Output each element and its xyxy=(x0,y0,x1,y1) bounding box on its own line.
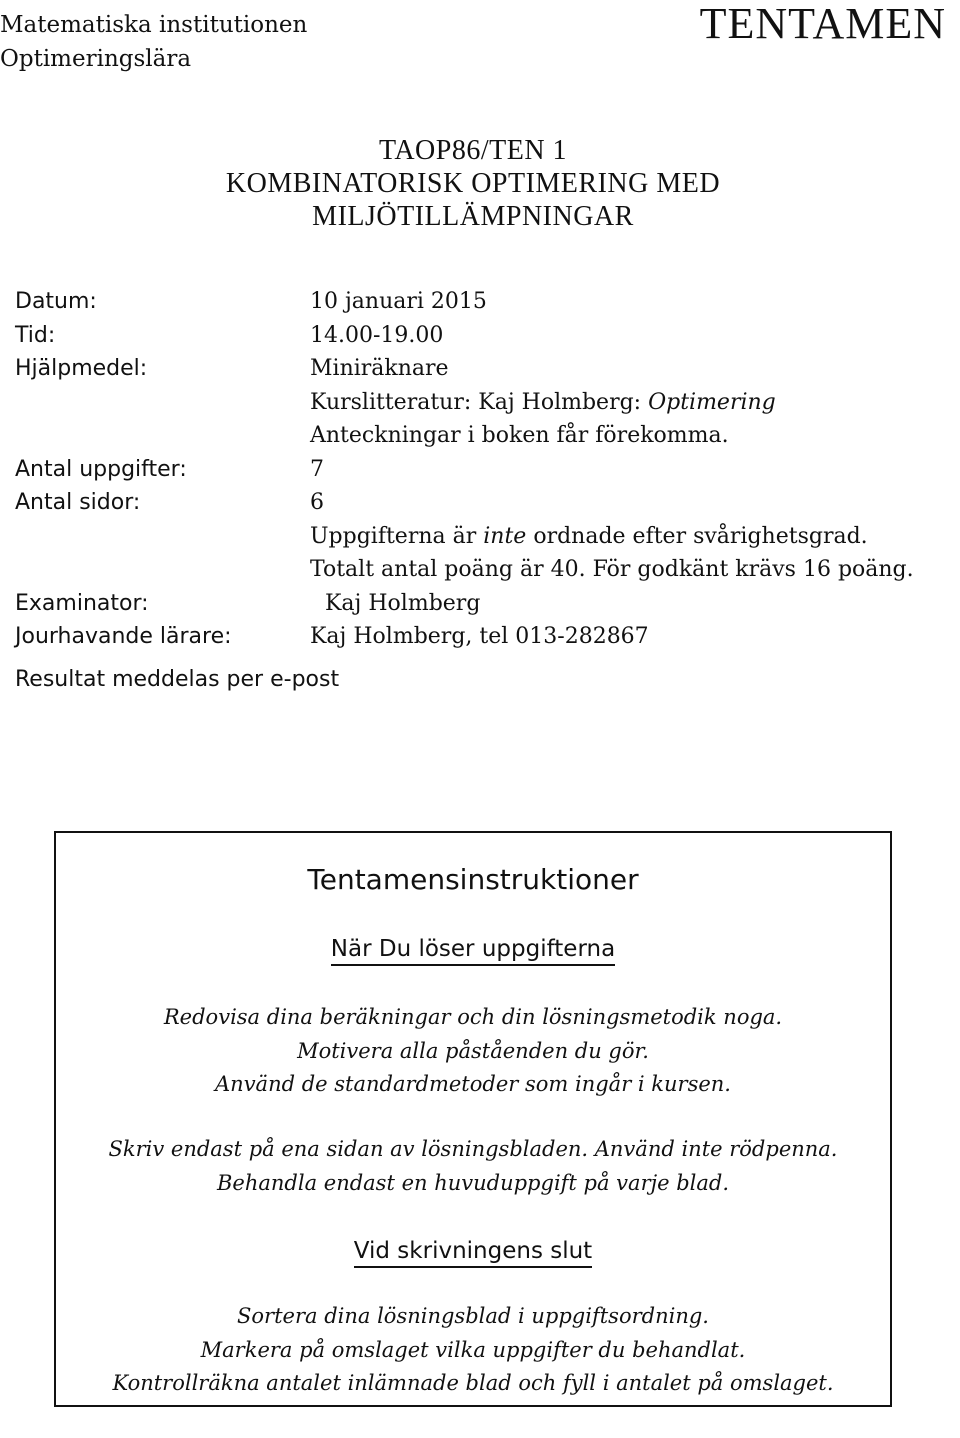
aids-notes: Anteckningar i boken får förekomma. xyxy=(310,423,729,448)
document-type: TENTAMEN xyxy=(699,0,946,48)
instruction-line: Redovisa dina beräkningar och din lösningsmetodik noga. xyxy=(163,1005,783,1029)
solving-heading xyxy=(56,933,890,965)
examiner-label: Examinator: xyxy=(15,590,149,616)
instruction-line: Använd de standardmetoder som ingår i kursen. xyxy=(215,1072,731,1096)
course-heading xyxy=(0,134,946,233)
end-heading xyxy=(56,1235,890,1267)
tasks-value: 7 xyxy=(310,456,324,482)
course-title-line-2: MILJÖTILLÄMPNINGAR xyxy=(312,201,634,232)
tasks-label: Antal uppgifter: xyxy=(15,456,187,482)
aids-notes-row xyxy=(15,419,914,453)
time-row xyxy=(15,319,914,353)
instruction-line: Motivera alla påståenden du gör. xyxy=(297,1038,649,1063)
aids-calculator: Miniräknare xyxy=(310,356,449,381)
instruction-line: Skriv endast på ena sidan av lösningsbladen. Använd inte rödpenna. xyxy=(108,1137,838,1161)
teacher-value: Kaj Holmberg, tel 013-282867 xyxy=(310,624,649,649)
aids-literature-prefix: Kurslitteratur: Kaj Holmberg: xyxy=(310,389,649,415)
subject-name: Optimeringslära xyxy=(0,46,192,72)
ordering-note-emphasis: inte xyxy=(483,523,527,549)
course-title-line-1: KOMBINATORISK OPTIMERING MED xyxy=(225,168,721,199)
aids-literature-title: Optimering xyxy=(648,389,776,415)
tasks-row xyxy=(15,453,914,487)
instruction-line: Markera på omslaget vilka uppgifter du behandlat. xyxy=(200,1337,746,1362)
sheet-instructions xyxy=(56,1133,890,1200)
pages-label: Antal sidor: xyxy=(15,490,141,515)
date-row xyxy=(15,285,914,319)
solving-instructions xyxy=(56,1001,890,1102)
points-note-row xyxy=(15,553,914,587)
ordering-note-suffix: ordnade efter svårighetsgrad. xyxy=(526,523,868,549)
date-label: Datum: xyxy=(15,289,97,314)
points-note: Totalt antal poäng är 40. För godkänt krävs 16 poäng. xyxy=(310,557,914,582)
teacher-row xyxy=(15,620,914,654)
instruction-line: Behandla endast en huvuduppgift på varje blad. xyxy=(216,1170,730,1195)
teacher-label: Jourhavande lärare: xyxy=(15,624,232,649)
solving-heading-text: När Du löser uppgifterna xyxy=(331,936,615,966)
aids-row xyxy=(15,352,914,386)
time-label: Tid: xyxy=(15,322,56,348)
aids-literature-row xyxy=(15,386,914,420)
department-name: Matematiska institutionen xyxy=(0,12,308,38)
department-block xyxy=(0,8,307,76)
results-note: Resultat meddelas per e-post xyxy=(15,667,340,692)
ordering-note-row xyxy=(15,520,914,554)
time-value: 14.00-19.00 xyxy=(310,322,444,348)
end-instructions xyxy=(56,1300,890,1401)
date-value: 10 januari 2015 xyxy=(310,289,487,314)
exam-info xyxy=(15,285,914,654)
instruction-line: Kontrollräkna antalet inlämnade blad och fyll i antalet på omslaget. xyxy=(112,1371,834,1395)
examiner-value: Kaj Holmberg xyxy=(325,590,481,616)
end-heading-text: Vid skrivningens slut xyxy=(354,1238,592,1268)
ordering-note xyxy=(310,520,868,554)
instruction-line: Sortera dina lösningsblad i uppgiftsordning. xyxy=(237,1304,709,1328)
aids-label: Hjälpmedel: xyxy=(15,356,148,381)
pages-row xyxy=(15,486,914,520)
pages-value: 6 xyxy=(310,490,324,515)
instructions-title: Tentamensinstruktioner xyxy=(307,863,639,896)
course-code: TAOP86/TEN 1 xyxy=(378,135,568,166)
ordering-note-prefix: Uppgifterna är xyxy=(310,523,484,549)
aids-literature xyxy=(310,386,776,420)
examiner-row xyxy=(15,587,914,621)
instructions-box xyxy=(54,831,892,1407)
